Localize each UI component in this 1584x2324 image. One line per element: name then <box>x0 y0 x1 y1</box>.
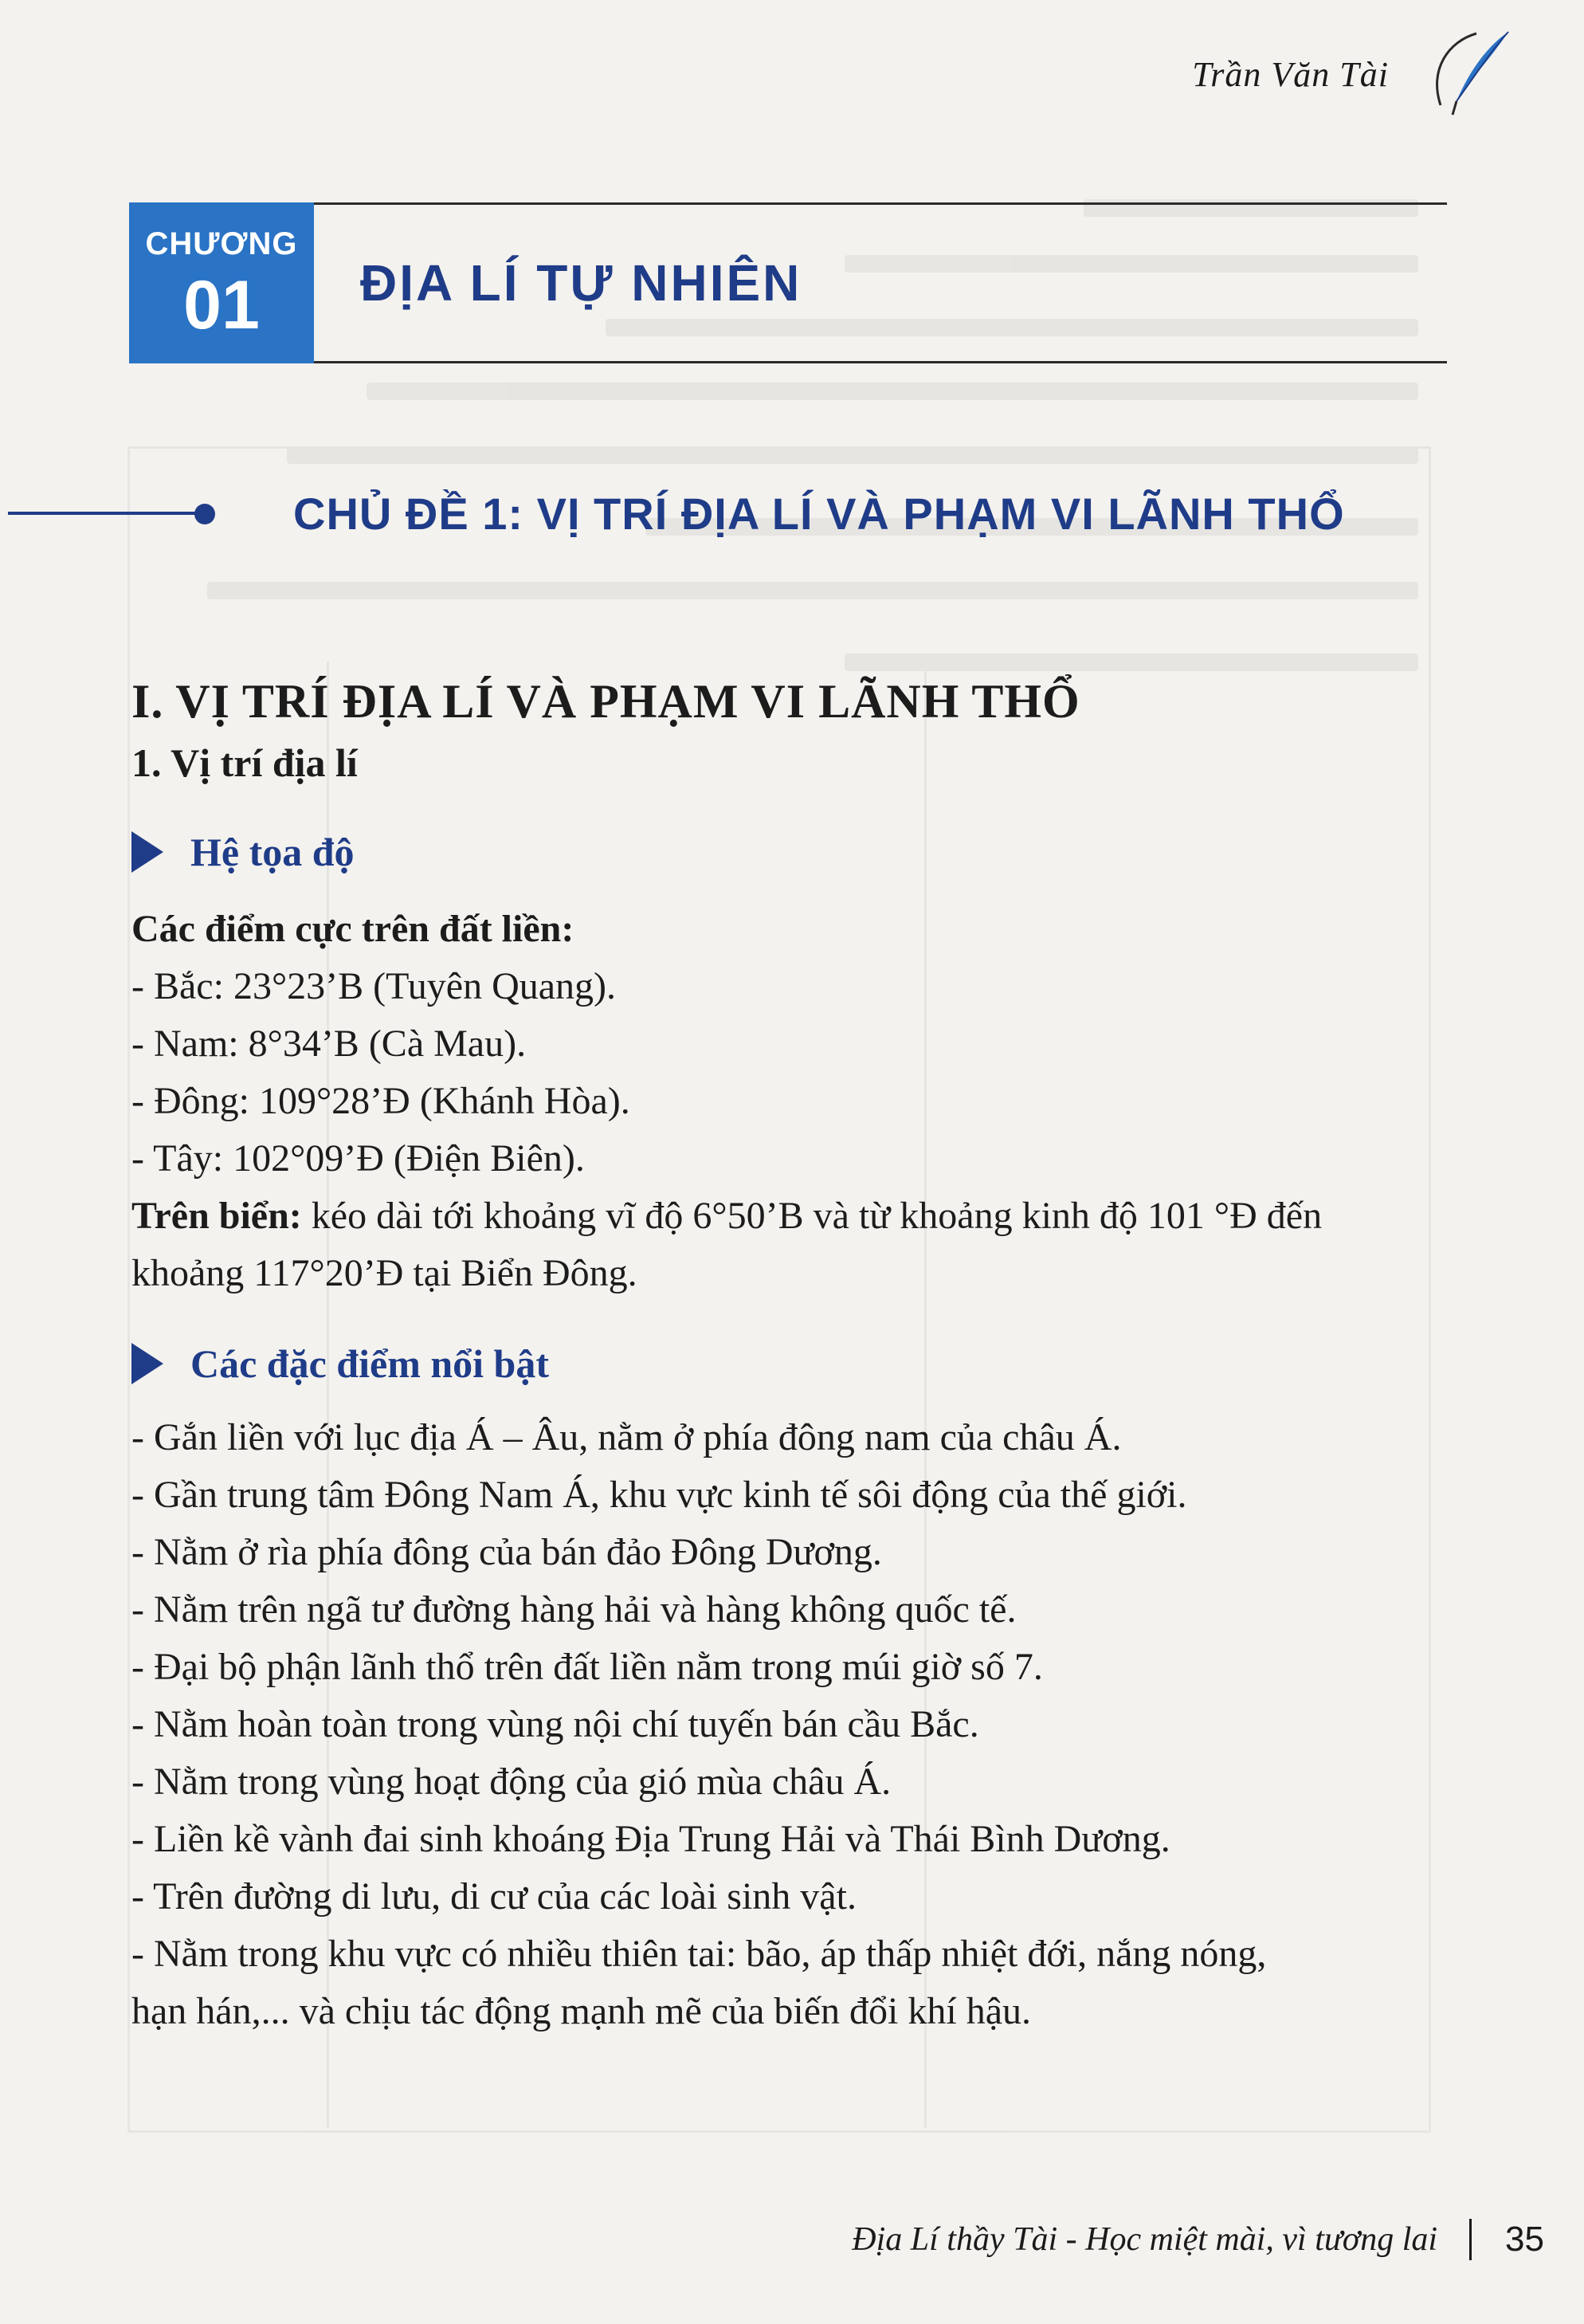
mainland-lead: Các điểm cực trên đất liền: <box>131 908 574 950</box>
coordinates-title: Hệ tọa độ <box>190 830 355 874</box>
section-heading: I. VỊ TRÍ ĐỊA LÍ VÀ PHẠM VI LÃNH THỔ <box>131 675 1080 728</box>
list-item: - Gần trung tâm Đông Nam Á, khu vực kinh tế sôi động của thế giới. <box>131 1474 1187 1516</box>
list-item: - Nằm trong khu vực có nhiều thiên tai: bão, áp thấp nhiệt đới, nắng nóng, <box>131 1933 1267 1975</box>
chapter-title: ĐỊA LÍ TỰ NHIÊN <box>360 254 802 312</box>
author-name: Trần Văn Tài <box>1192 55 1389 94</box>
sea-text-continued: khoảng 117°20’Đ tại Biển Đông. <box>131 1252 637 1294</box>
list-item: - Trên đường di lưu, di cư của các loài sinh vật. <box>131 1875 857 1918</box>
list-item: - Đông: 109°28’Đ (Khánh Hòa). <box>131 1080 630 1122</box>
chapter-badge <box>129 202 314 363</box>
triangle-bullet-icon <box>131 1343 163 1384</box>
footer-tagline: Địa Lí thầy Tài - Học miệt mài, vì tương lai <box>852 2221 1438 2258</box>
chapter-number: 01 <box>183 267 260 343</box>
topic-title: CHỦ ĐỀ 1: VỊ TRÍ ĐỊA LÍ VÀ PHẠM VI LÃNH THỔ <box>293 489 1345 539</box>
topic-marker-line <box>8 512 201 515</box>
list-item: - Tây: 102°09’Đ (Điện Biên). <box>131 1137 585 1180</box>
page-footer <box>852 2219 1544 2260</box>
list-item: - Bắc: 23°23’B (Tuyên Quang). <box>131 965 617 1007</box>
topic-marker-dot <box>194 504 215 524</box>
features-list <box>131 1409 1454 2040</box>
list-item: - Nằm hoàn toàn trong vùng nội chí tuyến bán cầu Bắc. <box>131 1703 979 1745</box>
list-item: - Liền kề vành đai sinh khoáng Địa Trung Hải và Thái Bình Dương. <box>131 1818 1170 1860</box>
list-item: hạn hán,... và chịu tác động mạnh mẽ của biến đổi khí hậu. <box>131 1990 1032 2032</box>
list-item: - Nằm trong vùng hoạt động của gió mùa châu Á. <box>131 1761 892 1803</box>
section-subheading: 1. Vị trí địa lí <box>131 740 358 785</box>
list-item: - Nam: 8°34’B (Cà Mau). <box>131 1023 527 1065</box>
list-item: - Nằm trên ngã tư đường hàng hải và hàng không quốc tế. <box>131 1588 1017 1631</box>
main-content <box>131 669 1454 2040</box>
triangle-bullet-icon <box>131 831 163 873</box>
features-title: Các đặc điểm nổi bật <box>190 1341 549 1386</box>
page-number: 35 <box>1505 2220 1544 2259</box>
chapter-rule-bottom <box>129 361 1447 363</box>
coordinates-subsection <box>131 824 1454 880</box>
features-subsection <box>131 1336 1454 1392</box>
footer-divider <box>1469 2219 1472 2260</box>
sea-text: kéo dài tới khoảng vĩ độ 6°50’B và từ khoảng kinh độ 101 °Đ đến <box>301 1195 1323 1237</box>
chapter-label: CHƯƠNG <box>145 226 298 261</box>
chapter-rule-top <box>129 202 1447 205</box>
list-item: - Đại bộ phận lãnh thổ trên đất liền nằm trong múi giờ số 7. <box>131 1646 1043 1688</box>
list-item: - Nằm ở rìa phía đông của bán đảo Đông Dương. <box>131 1531 882 1573</box>
sea-extent <box>131 1188 1454 1245</box>
sea-label: Trên biển: <box>131 1195 302 1237</box>
list-item: - Gắn liền với lục địa Á – Âu, nằm ở phía đông nam của châu Á. <box>131 1416 1122 1458</box>
quill-pen-icon <box>1421 26 1516 121</box>
